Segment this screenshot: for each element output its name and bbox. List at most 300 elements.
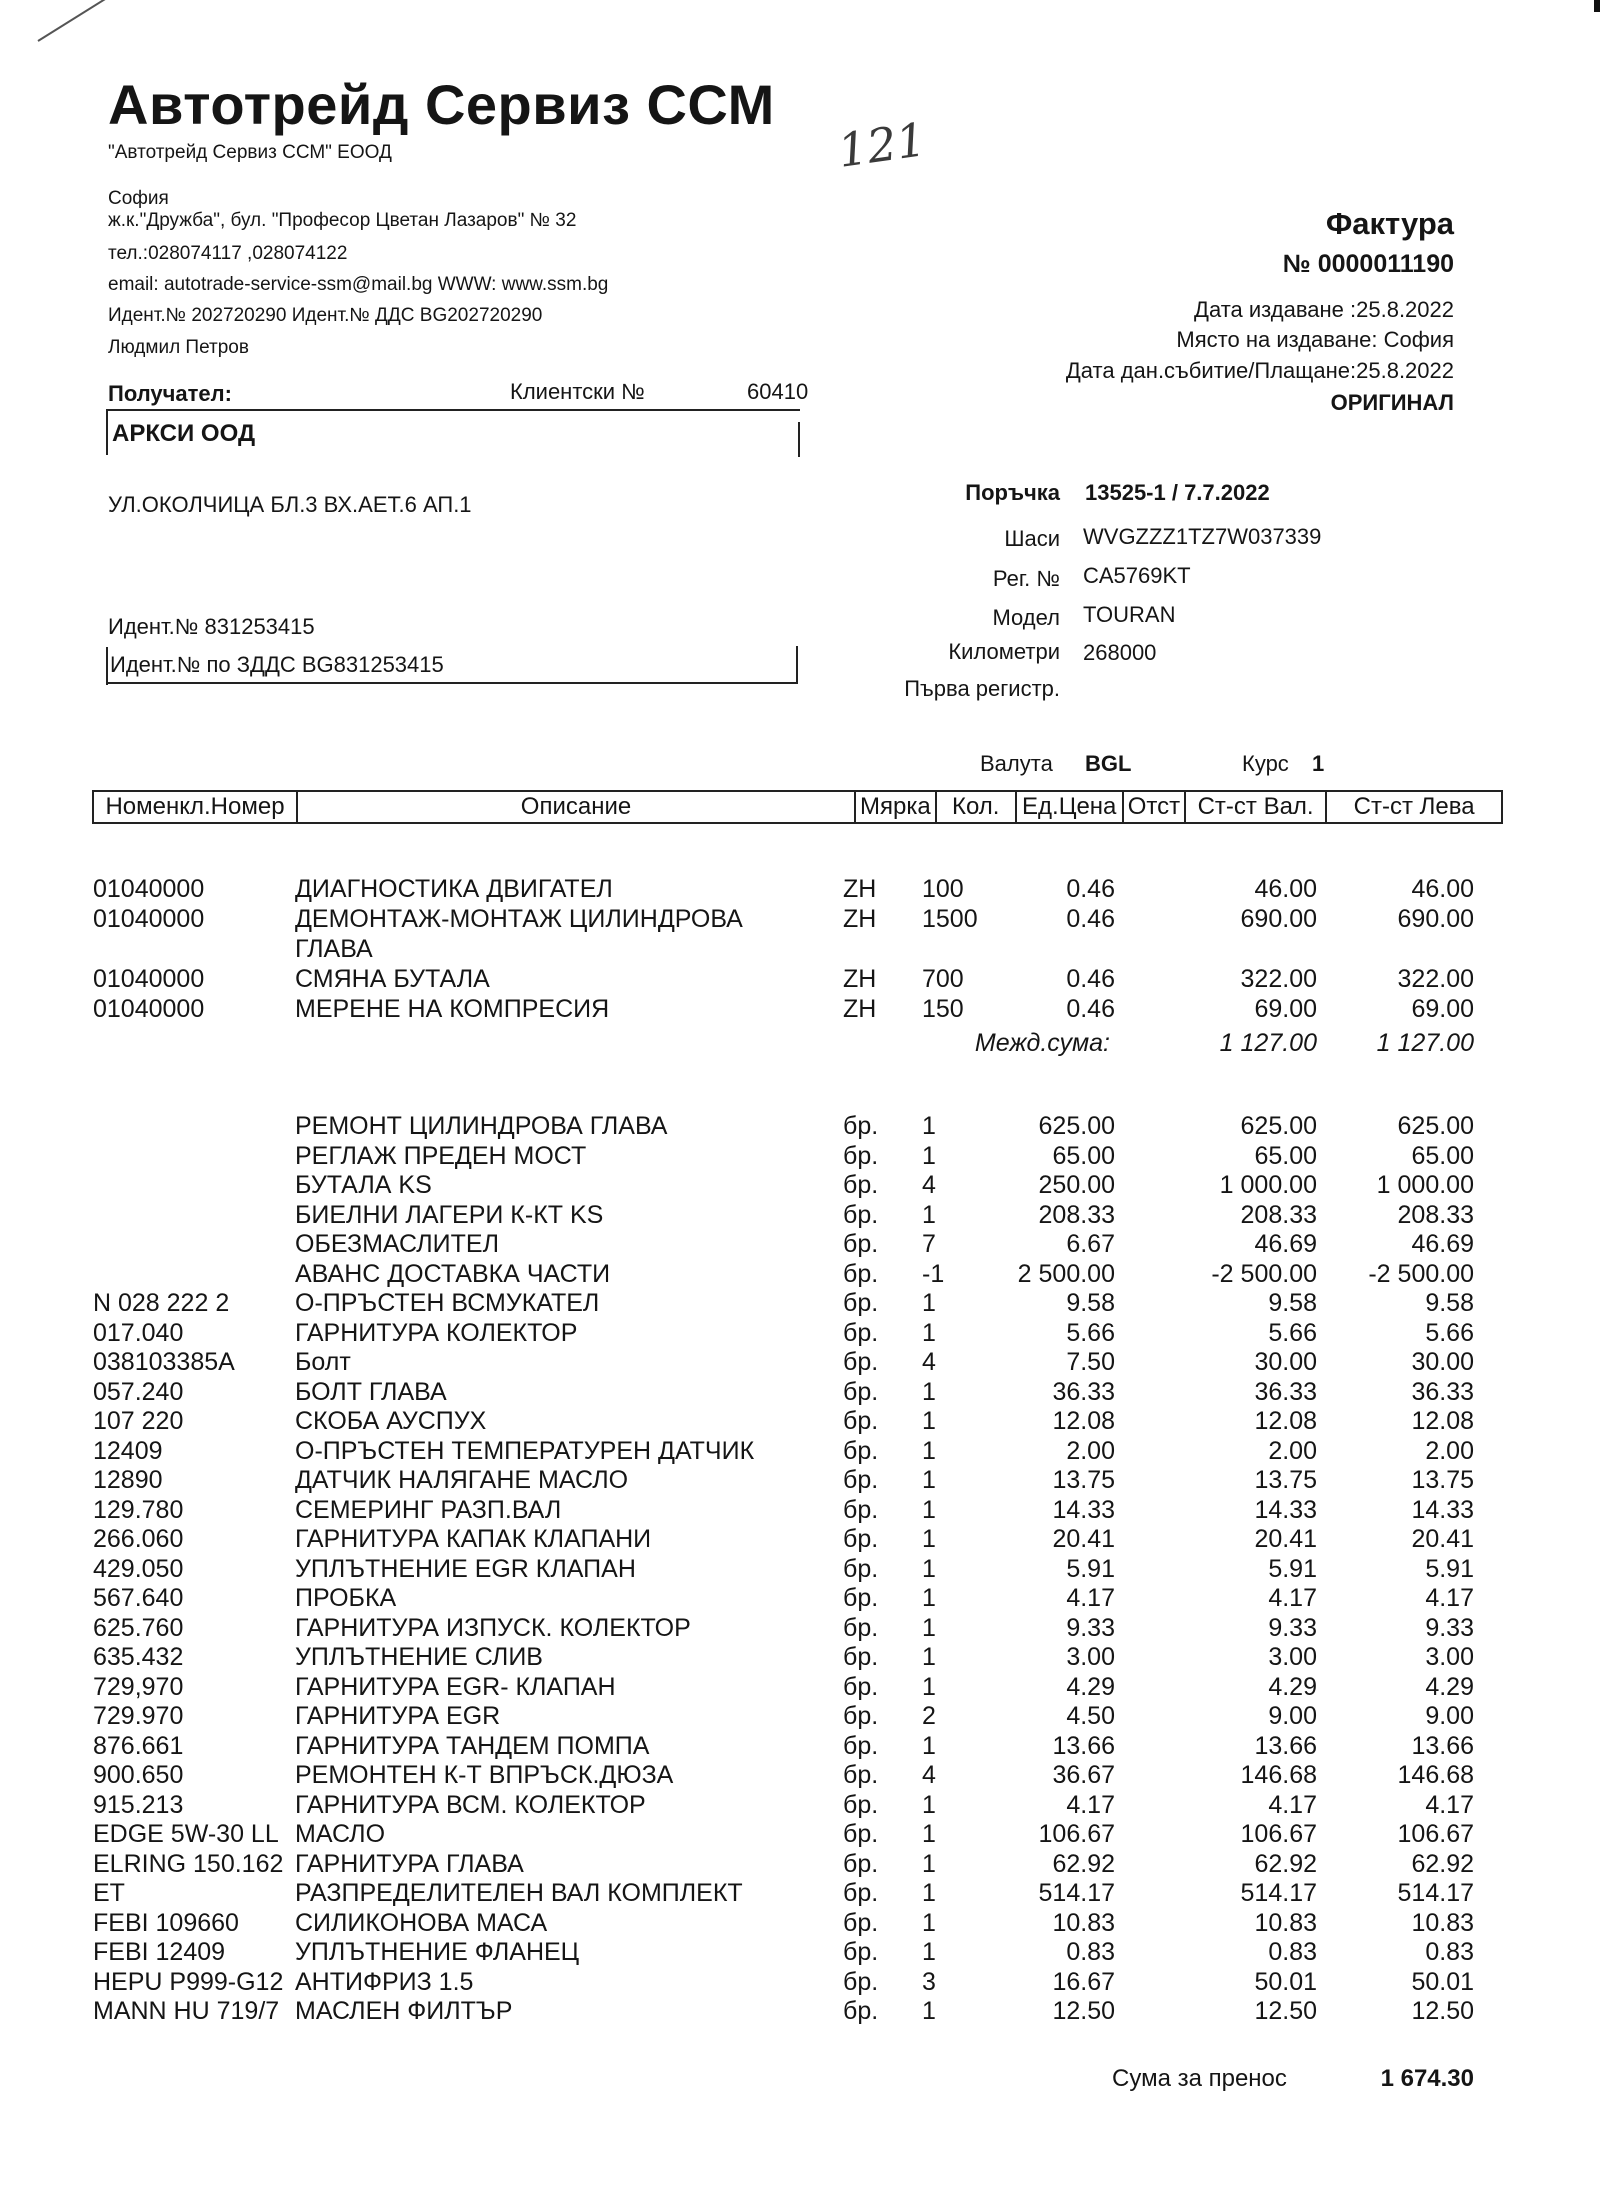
row-value-lev: 0.83 xyxy=(1425,1938,1474,1966)
row-qty: 1 xyxy=(922,1614,936,1642)
row-qty: 1 xyxy=(922,1555,936,1583)
row-unit: бр. xyxy=(843,1319,879,1347)
row-description: РЕМОНТЕН К-Т ВПРЪСК.ДЮЗА xyxy=(295,1761,674,1789)
row-description: БОЛТ ГЛАВА xyxy=(295,1378,447,1406)
company-city: София xyxy=(108,188,169,209)
row-description-continued: ГЛАВА xyxy=(295,935,373,963)
carry-label: Сума за пренос xyxy=(1112,2065,1287,2092)
row-value-currency: 12.50 xyxy=(1254,1997,1317,2025)
table-row xyxy=(0,1407,1600,1437)
row-value-currency: 4.17 xyxy=(1268,1584,1317,1612)
col-unit-price: Ед.Цена xyxy=(1016,791,1123,823)
table-row xyxy=(0,1112,1600,1142)
row-code: HEPU P999-G12 xyxy=(93,1968,284,1996)
row-unit: бр. xyxy=(843,1348,879,1376)
row-value-lev: 36.33 xyxy=(1411,1378,1474,1406)
row-value-lev: 9.33 xyxy=(1425,1614,1474,1642)
recipient-box-right xyxy=(798,422,800,457)
row-unit: бр. xyxy=(843,1584,879,1612)
row-value-currency: 322.00 xyxy=(1240,965,1317,993)
row-price: 13.75 xyxy=(1052,1466,1115,1494)
row-description: АНТИФРИЗ 1.5 xyxy=(295,1968,474,1996)
table-row xyxy=(0,1230,1600,1260)
row-description: БИЕЛНИ ЛАГЕРИ К-КТ KS xyxy=(295,1201,604,1229)
row-description: ГАРНИТУРА ВСМ. КОЛЕКТОР xyxy=(295,1791,646,1819)
row-value-currency: 13.75 xyxy=(1254,1466,1317,1494)
row-qty: 1 xyxy=(922,1732,936,1760)
row-code: ELRING 150.162 xyxy=(93,1850,284,1878)
row-value-lev: 12.08 xyxy=(1411,1407,1474,1435)
row-value-currency: 106.67 xyxy=(1240,1820,1317,1848)
row-value-lev: 9.00 xyxy=(1425,1702,1474,1730)
company-name: Автотрейд Сервиз ССМ xyxy=(108,73,775,136)
recipient-label: Получател: xyxy=(108,381,232,406)
table-row xyxy=(0,1142,1600,1172)
row-price: 14.33 xyxy=(1052,1496,1115,1524)
row-unit: бр. xyxy=(843,1466,879,1494)
row-description: ГАРНИТУРА EGR xyxy=(295,1702,501,1730)
table-row xyxy=(0,1879,1600,1909)
client-number: 60410 xyxy=(747,379,809,404)
row-value-currency: 14.33 xyxy=(1254,1496,1317,1524)
row-value-lev: 9.58 xyxy=(1425,1289,1474,1317)
row-description: АВАНС ДОСТАВКА ЧАСТИ xyxy=(295,1260,611,1288)
row-description: МЕРЕНЕ НА КОМПРЕСИЯ xyxy=(295,995,610,1023)
row-price: 4.50 xyxy=(1066,1702,1115,1730)
invoice-issue-date: Дата издаване :25.8.2022 xyxy=(1194,297,1454,322)
row-value-lev: 46.00 xyxy=(1411,875,1474,903)
row-code: 876.661 xyxy=(93,1732,184,1760)
row-description: ГАРНИТУРА EGR- КЛАПАН xyxy=(295,1673,616,1701)
row-value-lev: 2.00 xyxy=(1425,1437,1474,1465)
invoice-title: Фактура xyxy=(1325,206,1454,241)
row-price: 12.08 xyxy=(1052,1407,1115,1435)
row-value-lev: 4.17 xyxy=(1425,1791,1474,1819)
row-description: УПЛЪТНЕНИЕ ФЛАНЕЦ xyxy=(295,1938,580,1966)
table-row xyxy=(0,1702,1600,1732)
company-person: Людмил Петров xyxy=(108,337,249,358)
pen-scribble xyxy=(37,0,106,42)
table-row xyxy=(0,1555,1600,1585)
table-row xyxy=(0,1968,1600,1998)
row-description: БУТАЛА KS xyxy=(295,1171,432,1199)
model-value: TOURAN xyxy=(1083,602,1176,627)
table-row xyxy=(0,1761,1600,1791)
row-qty: 1 xyxy=(922,1466,936,1494)
row-price: 62.92 xyxy=(1052,1850,1115,1878)
table-row xyxy=(0,1525,1600,1555)
reg-label: Рег. № xyxy=(992,566,1060,591)
row-description: О-ПРЪСТЕН ТЕМПЕРАТУРЕН ДАТЧИК xyxy=(295,1437,755,1465)
row-code: 429.050 xyxy=(93,1555,184,1583)
row-code: N 028 222 2 xyxy=(93,1289,230,1317)
row-description: ДИАГНОСТИКА ДВИГАТЕЛ xyxy=(295,875,613,903)
row-value-currency: 62.92 xyxy=(1254,1850,1317,1878)
table-row xyxy=(0,995,1600,1025)
page-edge-mark xyxy=(1594,0,1600,12)
row-value-lev: 20.41 xyxy=(1411,1525,1474,1553)
table-row xyxy=(0,905,1600,935)
rate-label: Курс xyxy=(1242,751,1289,776)
recipient-id: Идент.№ 831253415 xyxy=(108,614,315,639)
row-value-lev: 69.00 xyxy=(1411,995,1474,1023)
row-value-currency: 46.69 xyxy=(1254,1230,1317,1258)
first-reg-label: Първа регистр. xyxy=(904,676,1060,701)
row-unit: бр. xyxy=(843,1378,879,1406)
table-row xyxy=(0,1201,1600,1231)
subtotal-row xyxy=(0,1029,1600,1059)
row-code: 017.040 xyxy=(93,1319,184,1347)
row-value-currency: 690.00 xyxy=(1240,905,1317,933)
row-qty: 1 xyxy=(922,1643,936,1671)
row-description: СКОБА АУСПУХ xyxy=(295,1407,487,1435)
row-code: 567.640 xyxy=(93,1584,184,1612)
row-price: 5.91 xyxy=(1066,1555,1115,1583)
row-value-currency: 9.00 xyxy=(1268,1702,1317,1730)
row-price: 16.67 xyxy=(1052,1968,1115,1996)
row-description: ДЕМОНТАЖ-МОНТАЖ ЦИЛИНДРОВА xyxy=(295,905,743,933)
row-qty: -1 xyxy=(922,1260,945,1288)
row-code: 729,970 xyxy=(93,1673,184,1701)
company-phone: тел.:028074117 ,028074122 xyxy=(108,243,348,264)
row-value-lev: -2 500.00 xyxy=(1368,1260,1474,1288)
row-unit: бр. xyxy=(843,1142,879,1170)
row-value-lev: 5.91 xyxy=(1425,1555,1474,1583)
row-price: 2.00 xyxy=(1066,1437,1115,1465)
table-row xyxy=(0,1732,1600,1762)
row-qty: 1 xyxy=(922,1673,936,1701)
invoice-issue-place: Място на издаване: София xyxy=(1176,327,1454,352)
col-code: Номенкл.Номер xyxy=(93,791,297,823)
row-qty: 700 xyxy=(922,965,964,993)
row-value-currency: 13.66 xyxy=(1254,1732,1317,1760)
row-value-currency: 5.91 xyxy=(1268,1555,1317,1583)
row-value-currency: 2.00 xyxy=(1268,1437,1317,1465)
row-unit: бр. xyxy=(843,1230,879,1258)
row-value-currency: 12.08 xyxy=(1254,1407,1317,1435)
row-value-lev: 1 000.00 xyxy=(1376,1171,1474,1199)
row-qty: 1 xyxy=(922,1850,936,1878)
row-description: УПЛЪТНЕНИЕ СЛИВ xyxy=(295,1643,543,1671)
rate-value: 1 xyxy=(1312,751,1325,776)
company-address: ж.к."Дружба", бул. "Професор Цветан Лазаров" № 32 xyxy=(108,210,577,231)
row-unit: бр. xyxy=(843,1791,879,1819)
table-row xyxy=(0,1496,1600,1526)
table-row xyxy=(0,1378,1600,1408)
table-row xyxy=(0,1319,1600,1349)
row-code: MANN HU 719/7 xyxy=(93,1997,280,2025)
row-qty: 1 xyxy=(922,1112,936,1140)
col-unit: Мярка xyxy=(855,791,936,823)
row-code: ET xyxy=(93,1879,125,1907)
row-description: ОБЕЗМАСЛИТЕЛ xyxy=(295,1230,499,1258)
row-qty: 100 xyxy=(922,875,964,903)
row-qty: 4 xyxy=(922,1348,936,1376)
row-unit: бр. xyxy=(843,1614,879,1642)
row-value-currency: 146.68 xyxy=(1240,1761,1317,1789)
row-price: 625.00 xyxy=(1038,1112,1115,1140)
row-value-lev: 13.75 xyxy=(1411,1466,1474,1494)
row-description: ГАРНИТУРА ТАНДЕМ ПОМПА xyxy=(295,1732,650,1760)
row-code: 625.760 xyxy=(93,1614,184,1642)
table-row xyxy=(0,1820,1600,1850)
vat-box-bottom xyxy=(106,682,798,684)
row-qty: 1 xyxy=(922,1525,936,1553)
row-qty: 1 xyxy=(922,1378,936,1406)
vat-box-left xyxy=(106,647,108,685)
row-unit: ZH xyxy=(843,965,877,993)
row-unit: бр. xyxy=(843,1850,879,1878)
row-unit: бр. xyxy=(843,1968,879,1996)
model-label: Модел xyxy=(992,605,1060,630)
order-label: Поръчка xyxy=(965,480,1060,505)
row-price: 3.00 xyxy=(1066,1643,1115,1671)
recipient-box-top xyxy=(106,409,800,411)
row-value-currency: 30.00 xyxy=(1254,1348,1317,1376)
row-value-lev: 62.92 xyxy=(1411,1850,1474,1878)
row-value-lev: 5.66 xyxy=(1425,1319,1474,1347)
invoice-number: № 0000011190 xyxy=(1282,250,1454,278)
row-code: 12890 xyxy=(93,1466,163,1494)
col-value-lev: Ст-ст Лева xyxy=(1326,791,1502,823)
recipient-box-left xyxy=(106,409,108,455)
reg-value: CA5769KT xyxy=(1083,563,1191,588)
km-value: 268000 xyxy=(1083,640,1157,665)
row-value-lev: 514.17 xyxy=(1397,1879,1474,1907)
row-unit: бр. xyxy=(843,1879,879,1907)
row-code: FEBI 109660 xyxy=(93,1909,239,1937)
row-code: 729.970 xyxy=(93,1702,184,1730)
row-qty: 1 xyxy=(922,1997,936,2025)
row-code: 038103385A xyxy=(93,1348,235,1376)
row-price: 65.00 xyxy=(1052,1142,1115,1170)
row-code: 01040000 xyxy=(93,965,205,993)
order-value: 13525-1 / 7.7.2022 xyxy=(1085,480,1270,505)
row-value-lev: 625.00 xyxy=(1397,1112,1474,1140)
row-price: 13.66 xyxy=(1052,1732,1115,1760)
row-qty: 2 xyxy=(922,1702,936,1730)
row-code: 057.240 xyxy=(93,1378,184,1406)
row-price: 106.67 xyxy=(1038,1820,1115,1848)
row-code: 900.650 xyxy=(93,1761,184,1789)
row-qty: 4 xyxy=(922,1761,936,1789)
items-table-header xyxy=(92,790,1503,824)
row-value-lev: 322.00 xyxy=(1397,965,1474,993)
row-description: СМЯНА БУТАЛА xyxy=(295,965,490,993)
row-price: 9.33 xyxy=(1066,1614,1115,1642)
row-qty: 1500 xyxy=(922,905,978,933)
row-description: ДАТЧИК НАЛЯГАНЕ МАСЛО xyxy=(295,1466,629,1494)
carry-value: 1 674.30 xyxy=(1380,2065,1474,2092)
row-qty: 1 xyxy=(922,1319,936,1347)
table-row xyxy=(0,1348,1600,1378)
row-price: 0.83 xyxy=(1066,1938,1115,1966)
row-code: 266.060 xyxy=(93,1525,184,1553)
table-row xyxy=(0,1289,1600,1319)
row-value-lev: 13.66 xyxy=(1411,1732,1474,1760)
currency-label: Валута xyxy=(980,751,1053,776)
row-unit: бр. xyxy=(843,1555,879,1583)
row-price: 4.29 xyxy=(1066,1673,1115,1701)
km-label: Километри xyxy=(948,639,1060,664)
row-value-lev: 146.68 xyxy=(1397,1761,1474,1789)
chassis-value: WVGZZZ1TZ7W037339 xyxy=(1083,524,1322,549)
row-unit: бр. xyxy=(843,1997,879,2025)
row-description: ГАРНИТУРА КОЛЕКТОР xyxy=(295,1319,578,1347)
col-description: Описание xyxy=(297,791,855,823)
row-value-currency: 10.83 xyxy=(1254,1909,1317,1937)
row-qty: 1 xyxy=(922,1791,936,1819)
table-row xyxy=(0,1997,1600,2027)
row-code: 915.213 xyxy=(93,1791,184,1819)
row-description: ГАРНИТУРА ИЗПУСК. КОЛЕКТОР xyxy=(295,1614,691,1642)
subtotal-label: Межд.сума: xyxy=(974,1029,1110,1057)
row-value-currency: 46.00 xyxy=(1254,875,1317,903)
row-description: РЕМОНТ ЦИЛИНДРОВА ГЛАВА xyxy=(295,1112,668,1140)
row-price: 20.41 xyxy=(1052,1525,1115,1553)
row-description: ПРОБКА xyxy=(295,1584,397,1612)
row-unit: бр. xyxy=(843,1643,879,1671)
row-value-currency: 3.00 xyxy=(1268,1643,1317,1671)
table-row xyxy=(0,1171,1600,1201)
row-unit: бр. xyxy=(843,1525,879,1553)
row-code: FEBI 12409 xyxy=(93,1938,226,1966)
row-value-currency: 50.01 xyxy=(1254,1968,1317,1996)
row-code: EDGE 5W-30 LL xyxy=(93,1820,279,1848)
row-value-currency: 4.17 xyxy=(1268,1791,1317,1819)
table-row xyxy=(0,1614,1600,1644)
row-value-lev: 4.17 xyxy=(1425,1584,1474,1612)
row-qty: 1 xyxy=(922,1142,936,1170)
row-unit: бр. xyxy=(843,1761,879,1789)
row-description: РЕГЛАЖ ПРЕДЕН МОСТ xyxy=(295,1142,587,1170)
row-value-currency: 4.29 xyxy=(1268,1673,1317,1701)
company-legal-name: "Автотрейд Сервиз ССМ" ЕООД xyxy=(108,142,392,163)
row-price: 2 500.00 xyxy=(1017,1260,1115,1288)
row-qty: 150 xyxy=(922,995,964,1023)
row-value-currency: 9.58 xyxy=(1268,1289,1317,1317)
row-qty: 1 xyxy=(922,1289,936,1317)
row-code: 01040000 xyxy=(93,995,205,1023)
row-unit: бр. xyxy=(843,1938,879,1966)
row-qty: 1 xyxy=(922,1938,936,1966)
row-unit: бр. xyxy=(843,1289,879,1317)
recipient-vat-id: Идент.№ по ЗДДС BG831253415 xyxy=(110,652,444,677)
company-email-web: email: autotrade-service-ssm@mail.bg WWW: www.ssm.bg xyxy=(108,274,609,295)
row-description: РАЗПРЕДЕЛИТЕЛЕН ВАЛ КОМПЛЕКТ xyxy=(295,1879,743,1907)
row-description: О-ПРЪСТЕН ВСМУКАТЕЛ xyxy=(295,1289,600,1317)
table-row xyxy=(0,1584,1600,1614)
row-unit: бр. xyxy=(843,1673,879,1701)
row-price: 10.83 xyxy=(1052,1909,1115,1937)
row-unit: бр. xyxy=(843,1437,879,1465)
row-qty: 1 xyxy=(922,1201,936,1229)
row-value-currency: 625.00 xyxy=(1240,1112,1317,1140)
invoice-event-date: Дата дан.събитие/Плащане:25.8.2022 xyxy=(1065,358,1454,383)
row-code: 107 220 xyxy=(93,1407,184,1435)
row-qty: 1 xyxy=(922,1909,936,1937)
row-description: МАСЛЕН ФИЛТЪР xyxy=(295,1997,513,2025)
row-unit: бр. xyxy=(843,1171,879,1199)
row-qty: 1 xyxy=(922,1496,936,1524)
row-description: Болт xyxy=(295,1348,351,1376)
row-value-currency: 69.00 xyxy=(1254,995,1317,1023)
row-value-lev: 65.00 xyxy=(1411,1142,1474,1170)
row-value-lev: 14.33 xyxy=(1411,1496,1474,1524)
row-price: 9.58 xyxy=(1066,1289,1115,1317)
vat-box-right xyxy=(796,646,798,684)
row-price: 0.46 xyxy=(1066,905,1115,933)
row-price: 0.46 xyxy=(1066,875,1115,903)
row-description: СЕМЕРИНГ РАЗП.ВАЛ xyxy=(295,1496,562,1524)
row-price: 0.46 xyxy=(1066,965,1115,993)
row-unit: ZH xyxy=(843,995,877,1023)
row-value-currency: 0.83 xyxy=(1268,1938,1317,1966)
subtotal-value-lev: 1 127.00 xyxy=(1376,1029,1474,1057)
recipient-name: АРКСИ ООД xyxy=(112,420,256,447)
table-row xyxy=(0,1909,1600,1939)
row-price: 36.33 xyxy=(1052,1378,1115,1406)
row-value-currency: 514.17 xyxy=(1240,1879,1317,1907)
row-unit: бр. xyxy=(843,1260,879,1288)
client-number-label: Клиентски № xyxy=(510,379,645,404)
row-unit: ZH xyxy=(843,905,877,933)
row-price: 12.50 xyxy=(1052,1997,1115,2025)
row-unit: бр. xyxy=(843,1820,879,1848)
row-price: 7.50 xyxy=(1066,1348,1115,1376)
row-unit: бр. xyxy=(843,1201,879,1229)
table-row xyxy=(0,965,1600,995)
row-value-currency: 9.33 xyxy=(1268,1614,1317,1642)
row-unit: бр. xyxy=(843,1496,879,1524)
row-unit: бр. xyxy=(843,1407,879,1435)
row-price: 208.33 xyxy=(1038,1201,1115,1229)
row-value-currency: 20.41 xyxy=(1254,1525,1317,1553)
chassis-label: Шаси xyxy=(1004,526,1060,551)
col-qty: Кол. xyxy=(936,791,1016,823)
row-value-lev: 208.33 xyxy=(1397,1201,1474,1229)
table-row xyxy=(0,1466,1600,1496)
row-code: 01040000 xyxy=(93,875,205,903)
subtotal-value-currency: 1 127.00 xyxy=(1219,1029,1317,1057)
row-unit: бр. xyxy=(843,1909,879,1937)
table-row xyxy=(0,1938,1600,1968)
row-qty: 1 xyxy=(922,1879,936,1907)
row-value-lev: 10.83 xyxy=(1411,1909,1474,1937)
row-code: 12409 xyxy=(93,1437,163,1465)
row-value-currency: 208.33 xyxy=(1240,1201,1317,1229)
row-price: 514.17 xyxy=(1038,1879,1115,1907)
row-price: 36.67 xyxy=(1052,1761,1115,1789)
row-value-lev: 12.50 xyxy=(1411,1997,1474,2025)
table-row xyxy=(0,1437,1600,1467)
row-code: 635.432 xyxy=(93,1643,184,1671)
row-value-currency: -2 500.00 xyxy=(1211,1260,1317,1288)
row-price: 0.46 xyxy=(1066,995,1115,1023)
row-value-lev: 3.00 xyxy=(1425,1643,1474,1671)
currency-value: BGL xyxy=(1085,751,1132,776)
row-qty: 1 xyxy=(922,1437,936,1465)
row-unit: ZH xyxy=(843,875,877,903)
row-description: СИЛИКОНОВА МАСА xyxy=(295,1909,548,1937)
row-description: ГАРНИТУРА КАПАК КЛАПАНИ xyxy=(295,1525,652,1553)
table-row-continuation xyxy=(0,935,1600,965)
table-row xyxy=(0,1791,1600,1821)
row-qty: 7 xyxy=(922,1230,936,1258)
row-value-lev: 50.01 xyxy=(1411,1968,1474,1996)
row-description: УПЛЪТНЕНИЕ EGR КЛАПАН xyxy=(295,1555,636,1583)
row-price: 250.00 xyxy=(1038,1171,1115,1199)
